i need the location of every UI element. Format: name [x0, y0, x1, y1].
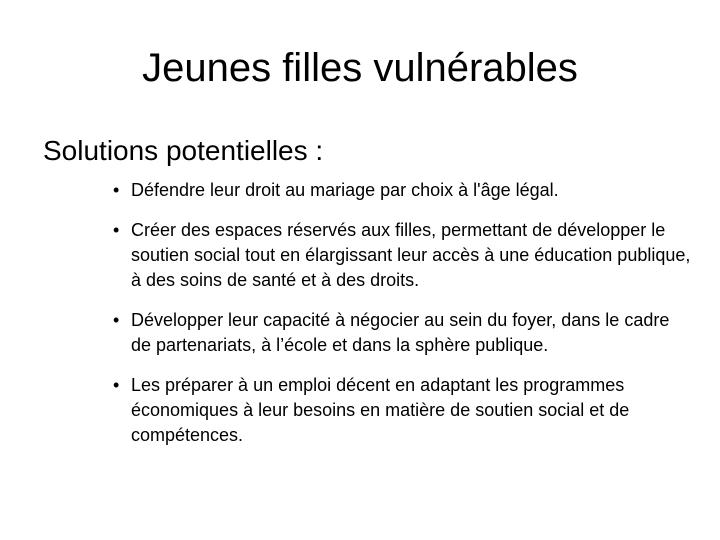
bullet-dot-icon: • [113, 310, 120, 330]
slide-title: Jeunes filles vulnérables [142, 46, 578, 90]
bullet-dot-icon: • [113, 180, 120, 200]
slide-subtitle: Solutions potentielles : [43, 135, 324, 166]
bullet-dot-icon: • [113, 375, 120, 395]
bullet-item [113, 178, 693, 203]
bullet-list [113, 178, 693, 463]
bullet-item [113, 373, 693, 448]
bullet-item [113, 218, 693, 293]
bullet-text: Les préparer à un emploi décent en adaptant les programmes économiques à leur besoins en matière de soutien social et de compétences. [131, 375, 630, 445]
bullet-text: Défendre leur droit au mariage par choix à l'âge légal. [131, 180, 559, 200]
bullet-text: Créer des espaces réservés aux filles, permettant de développer le soutien social tout en élargissant leur accès à une éducation publique, à des soins de santé et à des droits. [131, 220, 691, 290]
bullet-item [113, 308, 693, 358]
bullet-dot-icon: • [113, 220, 120, 240]
bullet-text: Développer leur capacité à négocier au sein du foyer, dans le cadre de partenariats, à l’école et dans la sphère publique. [131, 310, 670, 355]
